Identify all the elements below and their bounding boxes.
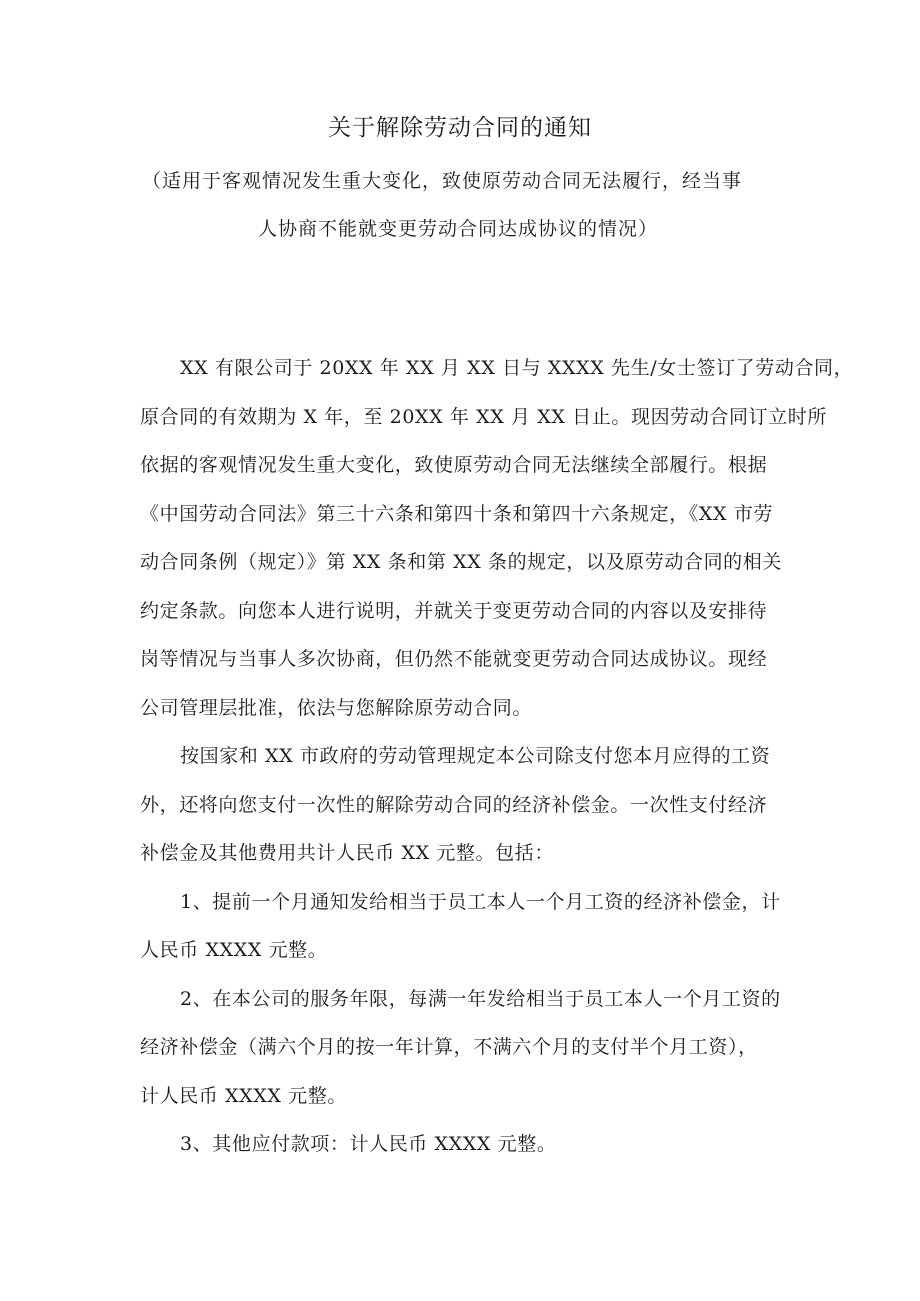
document-body — [140, 351, 854, 1176]
body-line: 《中国劳动合同法》第三十六条和第四十条和第四十六条规定，《XX 市劳 — [140, 502, 773, 525]
body-line: 原合同的有效期为 X 年，至 20XX 年 XX 月 XX 日止。现因劳动合同订立时所 — [140, 405, 827, 428]
body-line: 动合同条例（规定）》第 XX 条和第 XX 条的规定，以及原劳动合同的相关 — [140, 551, 782, 573]
body-line: 1、提前一个月通知发给相当于员工本人一个月工资的经济补偿金，计 — [180, 890, 781, 913]
subtitle-line-2: 人协商不能就变更劳动合同达成协议的情况） — [258, 218, 659, 240]
subtitle-line-1: （适用于客观情况发生重大变化，致使原劳动合同无法履行，经当事 — [142, 170, 743, 192]
body-line: 计人民币 XXXX 元整。 — [140, 1084, 347, 1107]
body-line: XX 有限公司于 20XX 年 XX 月 XX 日与 XXXX 先生/女士签订了劳动合同， — [180, 357, 854, 379]
body-line: 依据的客观情况发生重大变化，致使原劳动合同无法继续全部履行。根据 — [140, 454, 768, 476]
body-line: 岗等情况与当事人多次协商，但仍然不能就变更劳动合同达成协议。现经 — [140, 648, 768, 670]
body-line: 经济补偿金（满六个月的按一年计算，不满六个月的支付半个月工资）， — [140, 1036, 758, 1058]
body-line: 公司管理层批准，依法与您解除原劳动合同。 — [140, 696, 533, 719]
body-line: 3、其他应付款项：计人民币 XXXX 元整。 — [180, 1133, 557, 1155]
body-line: 人民币 XXXX 元整。 — [140, 939, 328, 961]
body-line: 外，还将向您支付一次性的解除劳动合同的经济补偿金。一次性支付经济 — [140, 793, 768, 816]
body-line: 2、在本公司的服务年限，每满一年发给相当于员工本人一个月工资的 — [180, 987, 781, 1010]
body-line: 补偿金及其他费用共计人民币 XX 元整。包括： — [140, 842, 554, 864]
document-title: 关于解除劳动合同的通知 — [328, 115, 592, 141]
body-line: 约定条款。向您本人进行说明，并就关于变更劳动合同的内容以及安排待 — [140, 599, 768, 622]
body-line: 按国家和 XX 市政府的劳动管理规定本公司除支付您本月应得的工资 — [180, 745, 771, 767]
